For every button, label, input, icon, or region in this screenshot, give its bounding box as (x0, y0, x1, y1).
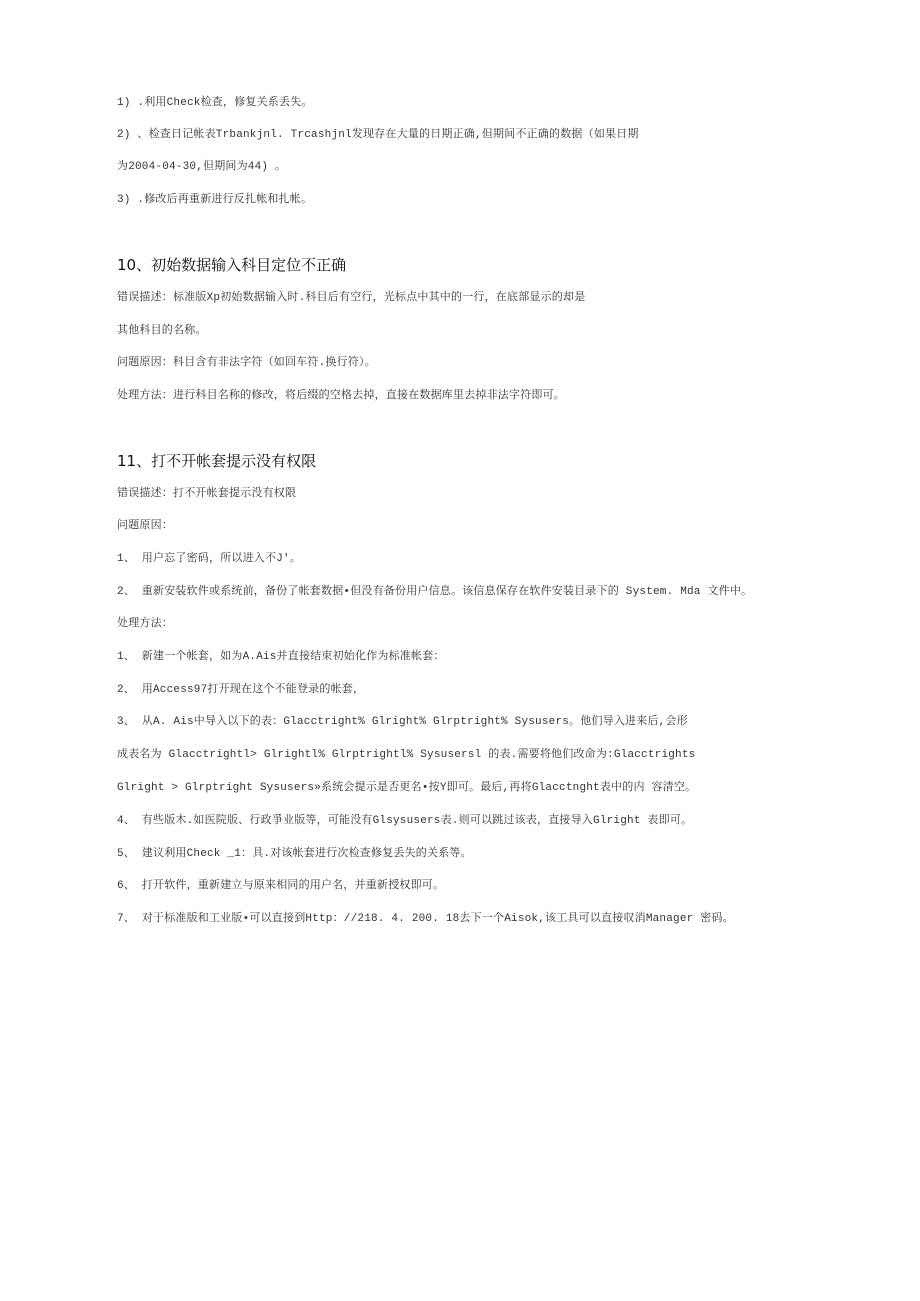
section-11-solution-step-1: 1、 新建一个帐套，如为A.Ais并直接结束初始化作为标准帐套： (117, 651, 445, 663)
section-10-heading: 10、初始数据输入科目定位不正确 (117, 256, 347, 274)
section-10-error-description: 错误描述：标准版Xp初始数据输入时.科目后有空行，光标点中其中的一行，在底部显示的却是 (117, 292, 586, 304)
section-11-cause-2: 2、 重新安装软件或系统前，备份了帐套数据•但没有备份用户信息。该信息保存在软件安装目录下的 System. Mda 文件中。 (117, 586, 753, 598)
section-11-solution-step-2: 2、 用Access97打开现在这个不能登录的帐套， (117, 684, 365, 696)
section-11-solution-step-3-continued: 成表名为 Glacctrightl> Glrightl% Glrptrightl% Sysusersl 的表.需要将他们改命为:Glacctrights (117, 749, 696, 761)
intro-step-1: 1) .利用Check检查，修复关系丢失。 (117, 97, 313, 109)
section-11-solution-step-7: 7、 对于标准版和工业版•可以直接到Http：//218. 4. 200. 18去下一个Aisok,该工具可以直接収消Manager 密码。 (117, 913, 734, 925)
section-11-solution-step-5: 5、 建议利用Check _1：具.对该帐套进行次检查修复丢失的关系等。 (117, 848, 472, 860)
intro-step-2: 2) 、检查日记帐表Trbankjnl. Trcashjnl发现存在大量的日期正确,但期间不正确的数据（如果日期 (117, 129, 639, 141)
section-11-cause-1: 1、 用户忘了密码，所以进入不J'。 (117, 553, 302, 565)
section-11-solution-label: 处理方法： (117, 618, 173, 630)
section-11-error-description: 错误描述：打不开帐套提示没有权限 (117, 488, 297, 500)
intro-step-2-continued: 为2004-04-30,但期间为44) 。 (117, 161, 287, 173)
section-11-solution-step-4: 4、 有些版木.如医院版、行政爭业版等，可能没有Glsysusers表.则可以跳过该表，直接导入Glright 表即可。 (117, 815, 693, 827)
section-11-problem-cause-label: 问题原因： (117, 520, 173, 532)
intro-step-3: 3) .修改后再重新进行反扎帐和扎帐。 (117, 194, 313, 206)
section-10-problem-cause: 问题原因：科目含有非法字符（如回车符.换行符）。 (117, 357, 376, 369)
section-11-solution-step-3: 3、 从A. Ais中导入以下的表：Glacctright% Glright% Glrptright% Sysusers。他们导入进来后,会形 (117, 716, 688, 728)
section-10-solution: 处理方法：进行科目名称的修改，将后缀的空格去掉，直接在数据库里去掉非法字符即可。 (117, 390, 565, 402)
section-11-solution-step-3-continued-2: Glright > Glrptright Sysusers»系统会提示是否更名•按Y即可。最后,再将Glacctnght表中的内 容清空。 (117, 782, 697, 794)
section-11-solution-step-6: 6、 打开软件，重新建立与原来相同的用户名，并重新授权即可。 (117, 880, 445, 892)
section-10-error-description-continued: 其他科目的名称。 (117, 325, 207, 337)
section-11-heading: 11、打不开帐套提示没有权限 (117, 452, 317, 470)
